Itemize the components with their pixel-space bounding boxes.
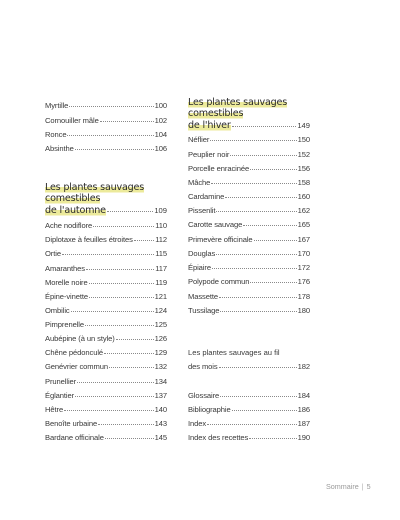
toc-entry-label: Diplotaxe à feuilles étroites <box>45 235 133 244</box>
toc-entry-label: Tussilage <box>188 306 220 315</box>
dot-leader <box>207 424 297 425</box>
toc-entry[interactable] <box>45 144 167 154</box>
toc-entry[interactable] <box>45 433 167 443</box>
toc-entry[interactable] <box>45 278 167 288</box>
toc-entry[interactable] <box>188 306 310 316</box>
toc-entry-page: 121 <box>154 292 167 301</box>
toc-entry-page: 178 <box>297 292 310 301</box>
toc-entry[interactable] <box>188 433 310 443</box>
toc-entry-label: Pissenlit <box>188 206 216 215</box>
dot-leader <box>98 424 154 425</box>
dot-leader <box>212 268 297 269</box>
toc-entry[interactable] <box>45 419 167 429</box>
toc-entry[interactable] <box>45 101 167 111</box>
dot-leader <box>62 254 154 255</box>
toc-entry-label: Porcelle enracinée <box>188 164 250 173</box>
toc-entry-page: 182 <box>297 362 310 371</box>
toc-entry-page: 106 <box>154 144 167 153</box>
toc-entry-page: 162 <box>297 206 310 215</box>
toc-entry-page: 184 <box>297 391 310 400</box>
dot-leader <box>225 197 296 198</box>
dot-leader <box>254 240 297 241</box>
toc-entry[interactable] <box>188 249 310 259</box>
toc-entry-page: 134 <box>154 377 167 386</box>
toc-entry[interactable] <box>188 419 310 429</box>
section-heading-winter-line3: de l'hiver <box>188 120 231 131</box>
toc-entry-label: Index des recettes <box>188 433 249 442</box>
toc-entry-label: Épine-vinette <box>45 292 89 301</box>
toc-entry-label: Massette <box>188 292 219 301</box>
toc-entry-page: 190 <box>297 433 310 442</box>
toc-entry-page: 129 <box>154 348 167 357</box>
section-heading-winter-line2: comestibles <box>188 108 244 119</box>
toc-entry[interactable] <box>45 292 167 302</box>
section-heading-winter[interactable] <box>188 120 310 131</box>
toc-entry[interactable] <box>45 264 167 274</box>
toc-entry-label: Chêne pédonculé <box>45 348 104 357</box>
dot-leader <box>249 438 296 439</box>
toc-entry-page: 186 <box>297 405 310 414</box>
dot-leader <box>232 410 297 411</box>
toc-entry[interactable] <box>45 116 167 126</box>
toc-entry[interactable] <box>45 362 167 372</box>
toc-entry-label: Bardane officinale <box>45 433 104 442</box>
toc-entry-page: 109 <box>154 206 167 215</box>
toc-entry-page: 170 <box>297 249 310 258</box>
dot-leader <box>69 106 153 107</box>
dot-leader <box>86 269 154 270</box>
toc-entry-page: 187 <box>297 419 310 428</box>
toc-entry[interactable] <box>45 235 167 245</box>
toc-entry[interactable] <box>45 348 167 358</box>
section-heading-winter-line1: Les plantes sauvages <box>188 97 288 108</box>
toc-entry[interactable] <box>188 277 310 287</box>
toc-entry-label: Myrtille <box>45 101 69 110</box>
toc-entry[interactable] <box>45 249 167 259</box>
toc-entry-label: Morelle noire <box>45 278 88 287</box>
dot-leader <box>93 226 154 227</box>
toc-entry-page: 176 <box>297 277 310 286</box>
toc-entry-page: 126 <box>154 334 167 343</box>
toc-entry[interactable] <box>45 377 167 387</box>
toc-entry[interactable] <box>188 192 310 202</box>
toc-entry-label: des mois <box>188 362 218 371</box>
dot-leader <box>219 297 297 298</box>
toc-entry[interactable] <box>45 320 167 330</box>
toc-entry-label: Glossaire <box>188 391 220 400</box>
dot-leader <box>67 135 153 136</box>
toc-entry-page: 167 <box>297 235 310 244</box>
toc-entry-page: 160 <box>297 192 310 201</box>
toc-entry[interactable] <box>45 221 167 231</box>
dot-leader <box>220 396 296 397</box>
footer-label: Sommaire <box>326 482 359 491</box>
toc-entry-label: Index <box>188 419 207 428</box>
footer-separator: | <box>361 482 364 491</box>
toc-entry-page: 158 <box>297 178 310 187</box>
dot-leader <box>105 438 154 439</box>
toc-entry[interactable] <box>188 263 310 273</box>
dot-leader <box>77 382 154 383</box>
toc-entry[interactable] <box>188 178 310 188</box>
toc-entry-label: Cardamine <box>188 192 225 201</box>
toc-entry-label: Bibliographie <box>188 405 231 414</box>
toc-entry-page: 145 <box>154 433 167 442</box>
toc-entry-page: 150 <box>297 135 310 144</box>
toc-entry-page: 125 <box>154 320 167 329</box>
page-number: 5 <box>366 482 371 491</box>
toc-entry[interactable] <box>188 206 310 216</box>
toc-entry-label: Néflier <box>188 135 210 144</box>
section-heading-autumn-line1: Les plantes sauvages <box>45 182 145 193</box>
toc-entry-label: Ronce <box>45 130 67 139</box>
toc-entry-page: 172 <box>297 263 310 272</box>
toc-entry[interactable] <box>45 391 167 401</box>
dot-leader <box>71 311 154 312</box>
toc-entry-page: 102 <box>154 116 167 125</box>
dot-leader <box>220 311 296 312</box>
toc-entry[interactable] <box>188 150 310 160</box>
toc-entry-page: 165 <box>297 220 310 229</box>
toc-entry-label: Benoîte urbaine <box>45 419 98 428</box>
toc-entry-label: Hêtre <box>45 405 64 414</box>
toc-entry-label: Pimprenelle <box>45 320 84 329</box>
toc-entry-months[interactable] <box>188 362 310 372</box>
dot-leader <box>75 149 154 150</box>
dot-leader <box>116 339 154 340</box>
toc-entry-label: Polypode commun <box>188 277 250 286</box>
dot-leader <box>109 367 154 368</box>
toc-entry[interactable] <box>45 405 167 415</box>
dot-leader <box>216 211 296 212</box>
toc-entry-label: Douglas <box>188 249 216 258</box>
toc-entry-label: Ache nodiflore <box>45 221 93 230</box>
toc-entry[interactable] <box>45 306 167 316</box>
dot-leader <box>85 325 154 326</box>
dot-leader <box>100 121 154 122</box>
toc-entry-page: 110 <box>155 221 167 230</box>
toc-entry-page: 152 <box>297 150 310 159</box>
dot-leader <box>250 282 296 283</box>
toc-entry-label: Églantier <box>45 391 75 400</box>
toc-entry[interactable] <box>188 220 310 230</box>
toc-entry-label: Peuplier noir <box>188 150 230 159</box>
section-heading-autumn[interactable] <box>45 205 167 216</box>
dot-leader <box>64 410 154 411</box>
toc-entry[interactable] <box>45 334 167 344</box>
toc-entry[interactable] <box>188 391 310 401</box>
dot-leader <box>104 353 154 354</box>
dot-leader <box>232 126 297 127</box>
toc-entry-page: 100 <box>154 101 167 110</box>
dot-leader <box>75 396 154 397</box>
dot-leader <box>89 297 154 298</box>
toc-entry-label: Mâche <box>188 178 211 187</box>
toc-entry-page: 140 <box>154 405 167 414</box>
dot-leader <box>210 140 296 141</box>
dot-leader <box>250 169 297 170</box>
toc-entry-page: 119 <box>155 278 167 287</box>
toc-entry-page: 149 <box>297 121 310 130</box>
toc-entry[interactable] <box>188 292 310 302</box>
toc-entry[interactable] <box>188 164 310 174</box>
toc-entry-page: 143 <box>154 419 167 428</box>
toc-entry-label: Primevère officinale <box>188 235 253 244</box>
toc-entry[interactable] <box>45 130 167 140</box>
dot-leader <box>243 225 296 226</box>
dot-leader <box>216 254 296 255</box>
toc-entry-label: Amaranthes <box>45 264 85 273</box>
section-heading-autumn-line3: de l'automne <box>45 205 106 216</box>
section-heading-autumn-line2: comestibles <box>45 193 101 204</box>
toc-entry[interactable] <box>188 235 310 245</box>
toc-entry-label: Genévrier commun <box>45 362 108 371</box>
toc-entry-page: 137 <box>154 391 167 400</box>
dot-leader <box>89 283 155 284</box>
toc-entry-label: Absinthe <box>45 144 74 153</box>
dot-leader <box>211 183 296 184</box>
toc-entry-label: Ortie <box>45 249 61 258</box>
toc-entry[interactable] <box>188 405 310 415</box>
dot-leader <box>107 211 153 212</box>
toc-entry-page: 104 <box>154 130 167 139</box>
toc-entry-page: 180 <box>297 306 310 315</box>
toc-entry-page: 124 <box>154 306 167 315</box>
dot-leader <box>230 155 296 156</box>
toc-entry-label: Cornouiller mâle <box>45 116 99 125</box>
toc-entry-label: Ombilic <box>45 306 70 315</box>
toc-entry-label: Carotte sauvage <box>188 220 243 229</box>
toc-entry-label: Épiaire <box>188 263 211 272</box>
toc-entry-page: 115 <box>155 249 167 258</box>
toc-entry-label: Prunellier <box>45 377 77 386</box>
toc-entry-page: 117 <box>155 264 167 273</box>
toc-entry-label: Aubépine (à un style) <box>45 334 115 343</box>
months-heading-line1: Les plantes sauvages au fil <box>188 348 280 357</box>
dot-leader <box>134 240 154 241</box>
page-footer <box>326 482 371 491</box>
toc-entry-page: 156 <box>297 164 310 173</box>
toc-entry-page: 132 <box>154 362 167 371</box>
toc-entry[interactable] <box>188 135 310 145</box>
toc-entry-page: 112 <box>155 235 167 244</box>
dot-leader <box>219 367 297 368</box>
